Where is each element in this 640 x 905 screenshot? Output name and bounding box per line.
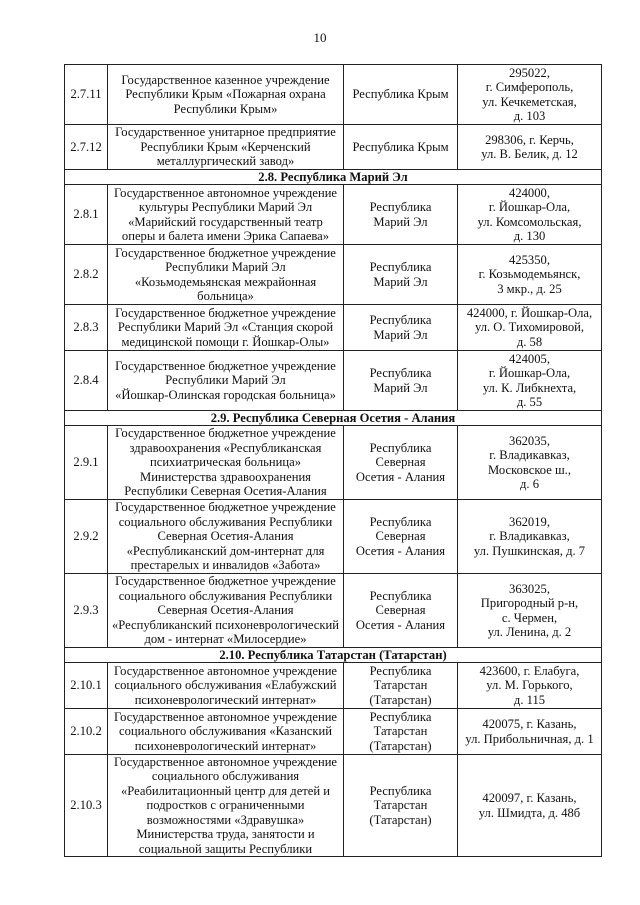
section-header-row — [65, 170, 602, 185]
organization-name: Государственное бюджетное учреждение Республики Марий Эл «Станция скорой медицинской помощи г. Йошкар-Олы» — [108, 305, 344, 351]
region: Республика Крым — [344, 125, 458, 170]
section-header-row — [65, 648, 602, 663]
region: Республика Татарстан (Татарстан) — [344, 709, 458, 755]
region: Республика Марий Эл — [344, 351, 458, 411]
region: Республика Крым — [344, 65, 458, 125]
row-number: 2.8.3 — [65, 305, 108, 351]
address: 362035, г. Владикавказ, Московское ш., д. 6 — [458, 426, 602, 500]
organization-name: Государственное унитарное предприятие Республики Крым «Керченский металлургический завод» — [108, 125, 344, 170]
organization-name: Государственное казенное учреждение Республики Крым «Пожарная охрана Республики Крым» — [108, 65, 344, 125]
organization-name: Государственное бюджетное учреждение Республики Марий Эл «Йошкар-Олинская городская больница» — [108, 351, 344, 411]
row-number: 2.10.3 — [65, 755, 108, 857]
table-row — [65, 65, 602, 125]
table-row — [65, 305, 602, 351]
address: 424000, г. Йошкар-Ола, ул. О. Тихомировой, д. 58 — [458, 305, 602, 351]
region: Республика Северная Осетия - Алания — [344, 500, 458, 574]
row-number: 2.10.1 — [65, 663, 108, 709]
organization-name: Государственное автономное учреждение социального обслуживания «Елабужский психоневрологический интернат» — [108, 663, 344, 709]
region: Республика Марий Эл — [344, 185, 458, 245]
table-row — [65, 351, 602, 411]
region: Республика Марий Эл — [344, 245, 458, 305]
organizations-table-body — [65, 65, 602, 857]
address: 423600, г. Елабуга, ул. М. Горького, д. 115 — [458, 663, 602, 709]
address: 425350, г. Козьмодемьянск, 3 мкр., д. 25 — [458, 245, 602, 305]
region: Республика Татарстан (Татарстан) — [344, 755, 458, 857]
region: Республика Северная Осетия - Алания — [344, 426, 458, 500]
region: Республика Татарстан (Татарстан) — [344, 663, 458, 709]
section-title: 2.8. Республика Марий Эл — [65, 170, 602, 185]
row-number: 2.8.2 — [65, 245, 108, 305]
organization-name: Государственное автономное учреждение социального обслуживания «Казанский психоневрологический интернат» — [108, 709, 344, 755]
table-row — [65, 574, 602, 648]
address: 420097, г. Казань, ул. Шмидта, д. 48б — [458, 755, 602, 857]
row-number: 2.9.3 — [65, 574, 108, 648]
row-number: 2.9.1 — [65, 426, 108, 500]
section-title: 2.9. Республика Северная Осетия - Алания — [65, 411, 602, 426]
table-row — [65, 709, 602, 755]
table-row — [65, 426, 602, 500]
organizations-table — [64, 64, 602, 857]
table-row — [65, 245, 602, 305]
organization-name: Государственное бюджетное учреждение Республики Марий Эл «Козьмодемьянская межрайонная больница» — [108, 245, 344, 305]
organization-name: Государственное бюджетное учреждение социального обслуживания Республики Северная Осетия-Алания «Республиканский дом-интернат для престарелых и инвалидов «Забота» — [108, 500, 344, 574]
row-number: 2.7.12 — [65, 125, 108, 170]
address: 424000, г. Йошкар-Ола, ул. Комсомольская, д. 130 — [458, 185, 602, 245]
organization-name: Государственное бюджетное учреждение здравоохранения «Республиканская психиатрическая больница» Министерства здравоохранения Республики Северная Осетия-Алания — [108, 426, 344, 500]
table-row — [65, 755, 602, 857]
section-title: 2.10. Республика Татарстан (Татарстан) — [65, 648, 602, 663]
address: 295022, г. Симферополь, ул. Кечкеметская, д. 103 — [458, 65, 602, 125]
region: Республика Северная Осетия - Алания — [344, 574, 458, 648]
address: 362019, г. Владикавказ, ул. Пушкинская, д. 7 — [458, 500, 602, 574]
page-number: 10 — [313, 30, 327, 45]
address: 420075, г. Казань, ул. Прибольничная, д. 1 — [458, 709, 602, 755]
address: 424005, г. Йошкар-Ола, ул. К. Либкнехта, д. 55 — [458, 351, 602, 411]
address: 298306, г. Керчь, ул. В. Белик, д. 12 — [458, 125, 602, 170]
organization-name: Государственное бюджетное учреждение социального обслуживания Республики Северная Осетия-Алания «Республиканский психоневрологический дом - интернат «Милосердие» — [108, 574, 344, 648]
table-row — [65, 663, 602, 709]
organization-name: Государственное автономное учреждение культуры Республики Марий Эл «Марийский государственный театр оперы и балета имени Эрика Сапаева» — [108, 185, 344, 245]
table-row — [65, 500, 602, 574]
organization-name: Государственное автономное учреждение социального обслуживания «Реабилитационный центр для детей и подростков с ограниченными возможностями «Здравушка» Министерства труда, занятости и социальной защиты Республики — [108, 755, 344, 857]
row-number: 2.9.2 — [65, 500, 108, 574]
row-number: 2.8.4 — [65, 351, 108, 411]
address: 363025, Пригородный р-н, с. Чермен, ул. Ленина, д. 2 — [458, 574, 602, 648]
row-number: 2.8.1 — [65, 185, 108, 245]
region: Республика Марий Эл — [344, 305, 458, 351]
table-row — [65, 185, 602, 245]
row-number: 2.10.2 — [65, 709, 108, 755]
section-header-row — [65, 411, 602, 426]
row-number: 2.7.11 — [65, 65, 108, 125]
table-row — [65, 125, 602, 170]
